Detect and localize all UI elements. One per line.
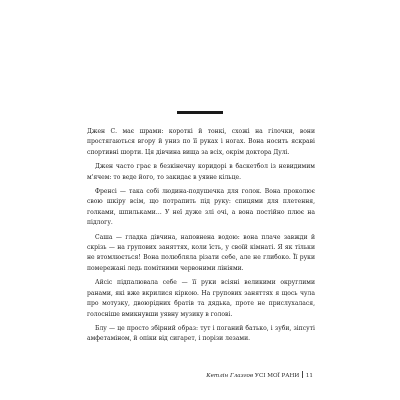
section-divider [177,111,223,114]
body-text [87,127,315,349]
paragraph: Айсіс підпалювала себе — її руки всіяні великими округлими ранами, які вже вкрилися кіркою. На групових заняттях я щось чула про мотузку, двоюрідних братів та дядька, проте не прислухалася, голосніше вмикнувши уявну музику в голові. [87,279,315,318]
paragraph: Френсі — така собі людина-подушечка для голок. Вона проколює свою шкіру всім, що потрапить під руку: спицями для плетення, голками, шпильками… У неї дуже злі очі, а вона постійно плює на підлогу. [87,188,315,227]
footer-author: Кетлін Глазгов [206,373,254,379]
footer-book-title: УСІ МОЇ РАНИ [254,373,300,379]
paragraph: Джен С. має шрами: короткі й тонкі, схожі на гілочки, вони простягаються вгору й униз по її руках і ногах. Вона носить яскраві спортивні шорти. Ця дівчина вища за всіх, окрім доктора Дулі. [87,128,315,156]
footer-separator [302,371,303,378]
paragraph: Саша — гладка дівчина, наповнена водою: вона плаче завжди й скрізь — на групових заняттях, коли їсть, у своїй кімнаті. Я як тільки не втомлюється! Вона полюбляла різати себе, але не глибоко. Її руки помережані ледь помітними червоними лініями. [87,233,315,272]
running-footer [206,371,313,380]
paragraph: Блу — це просто збірний образ: тут і поганий батько, і зуби, зіпсуті амфетаміном, й опіки від сигарет, і порізи лезами. [87,324,315,343]
paragraph: Джен часто грає в безкінечну коридорі в баскетбол із невидимим м'ячем: то веде його, то закидає в уявне кільце. [87,163,315,181]
page-number: 11 [305,373,313,379]
